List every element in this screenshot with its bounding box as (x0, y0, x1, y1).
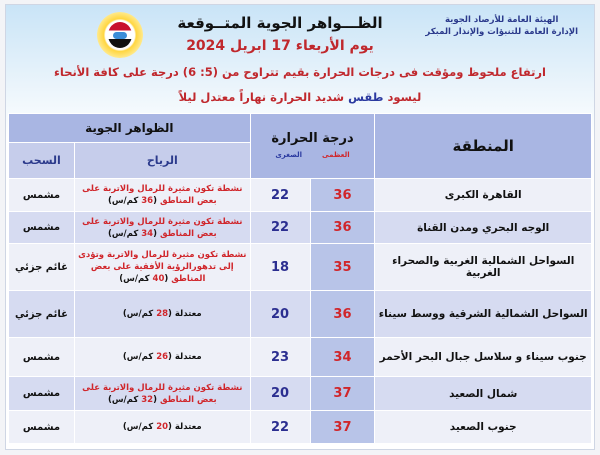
table-row (9, 291, 592, 338)
header-wind: الرياح (74, 143, 250, 179)
max-temp-cell: 37 (310, 377, 375, 411)
wind-cell: نشطة تكون مثيرة للرمال والاتربة على بعض المناطق (36 كم/س) (74, 179, 250, 212)
page-title: الظـــواهر الجوية المتــوقعة (177, 14, 383, 32)
wind-cell: نشطة تكون مثيرة للرمال والاتربة وتؤدى إلى تدهورالرؤية الأفقية على بعض المناطق (40 كم/س) (74, 244, 250, 291)
min-temp-cell: 18 (250, 244, 310, 291)
wind-description: معتدلة (174, 422, 202, 432)
forecast-table (8, 113, 592, 444)
wind-description: نشطة تكون مثيرة للرمال والاتربة وتؤدى إلى تدهورالرؤية الأفقية على بعض المناطق (78, 250, 247, 284)
header-temperature-label: درجة الحرارة (271, 131, 354, 146)
wind-speed: 40 (152, 274, 165, 284)
wind-speed: 34 (141, 228, 154, 239)
table-row (9, 212, 592, 244)
region-cell: جنوب الصعيد (375, 411, 592, 444)
region-cell: السواحل الشمالية الشرقية ووسط سيناء (375, 291, 592, 338)
table-row (9, 338, 592, 377)
table-row (9, 244, 592, 291)
temperature-alert: ارتفاع ملحوظ ومؤقت فى درجات الحرارة بقيم تتراوح من (5: 6) درجة على كافة الأنحاء (54, 65, 546, 79)
wind-unit: كم/س (123, 274, 150, 284)
min-temp-cell: 22 (250, 179, 310, 212)
wind-unit: كم/س (126, 352, 154, 362)
cloud-cell: غائم جزئي (9, 244, 75, 291)
wind-unit: كم/س (111, 196, 139, 206)
summary-part: ليسود (383, 90, 422, 104)
wind-cell: نشطة تكون مثيرة للرمال والاتربة على بعض المناطق (34 كم/س) (74, 212, 250, 244)
wind-speed: 20 (156, 422, 169, 432)
wind-description: نشطة تكون مثيرة للرمال والاتربة على بعض المناطق (82, 216, 243, 239)
cloud-cell: مشمس (9, 338, 75, 377)
table-row (9, 411, 592, 444)
region-cell: القاهرة الكبرى (375, 179, 592, 212)
summary-highlight: طقس (348, 90, 384, 104)
header-temperature (250, 114, 375, 179)
org-line-1: الهيئة العامة للأرصاد الجوية (445, 15, 559, 25)
forecast-date: يوم الأربعاء 17 ابريل 2024 (186, 38, 374, 54)
wind-cell: نشطة تكون مثيرة للرمال والاتربة على بعض المناطق (32 كم/س) (74, 377, 250, 411)
wind-speed: 28 (156, 309, 169, 319)
max-temp-cell: 36 (310, 291, 375, 338)
table-row (9, 179, 592, 212)
region-cell: الوجه البحري ومدن القناة (375, 212, 592, 244)
max-temp-cell: 35 (310, 244, 375, 291)
header-region: المنطقة (375, 114, 592, 179)
wind-description: معتدلة (174, 352, 202, 362)
wind-speed: 32 (141, 394, 154, 405)
cloud-cell: غائم جزئي (9, 291, 75, 338)
wind-description: معتدلة (174, 309, 202, 319)
wind-unit: كم/س (111, 228, 139, 239)
min-temp-cell: 23 (250, 338, 310, 377)
wind-unit: كم/س (126, 309, 154, 319)
cloud-cell: مشمس (9, 377, 75, 411)
organization-name (425, 14, 578, 38)
wind-cell: معتدلة (26 كم/س) (74, 338, 250, 377)
header-max: العظمى (322, 151, 350, 159)
max-temp-cell: 34 (310, 338, 375, 377)
min-temp-cell: 20 (250, 291, 310, 338)
max-temp-cell: 36 (310, 179, 375, 212)
wind-unit: كم/س (111, 394, 139, 405)
region-cell: السواحل الشمالية الغربية والصحراء الغربية (375, 244, 592, 291)
cloud-cell: مشمس (9, 179, 75, 212)
min-temp-cell: 22 (250, 411, 310, 444)
min-temp-cell: 22 (250, 212, 310, 244)
summary-part: شديد الحرارة نهاراً معتدل ليلاً (178, 90, 349, 104)
wind-cell: معتدلة (20 كم/س) (74, 411, 250, 444)
table-row (9, 377, 592, 411)
header-phenomena: الظواهر الجوية (9, 114, 251, 143)
cloud-cell: مشمس (9, 212, 75, 244)
wind-cell: معتدلة (28 كم/س) (74, 291, 250, 338)
header-min: الصغرى (275, 151, 303, 159)
region-cell: جنوب سيناء و سلاسل جبال البحر الأحمر (375, 338, 592, 377)
cloud-cell: مشمس (9, 411, 75, 444)
wind-speed: 36 (141, 196, 154, 206)
wind-unit: كم/س (126, 422, 154, 432)
min-temp-cell: 20 (250, 377, 310, 411)
wind-description: نشطة تكون مثيرة للرمال والاتربة على بعض المناطق (82, 184, 243, 206)
max-temp-cell: 36 (310, 212, 375, 244)
wind-description: نشطة تكون مثيرة للرمال والاتربة على بعض المناطق (82, 382, 243, 405)
org-line-2: الإدارة العامة للتنبؤات والإنذار المبكر (425, 27, 578, 37)
region-cell: شمال الصعيد (375, 377, 592, 411)
ema-logo (97, 12, 143, 58)
weather-summary (0, 90, 600, 104)
wind-speed: 26 (156, 352, 169, 362)
header-cloud: السحب (9, 143, 75, 179)
max-temp-cell: 37 (310, 411, 375, 444)
